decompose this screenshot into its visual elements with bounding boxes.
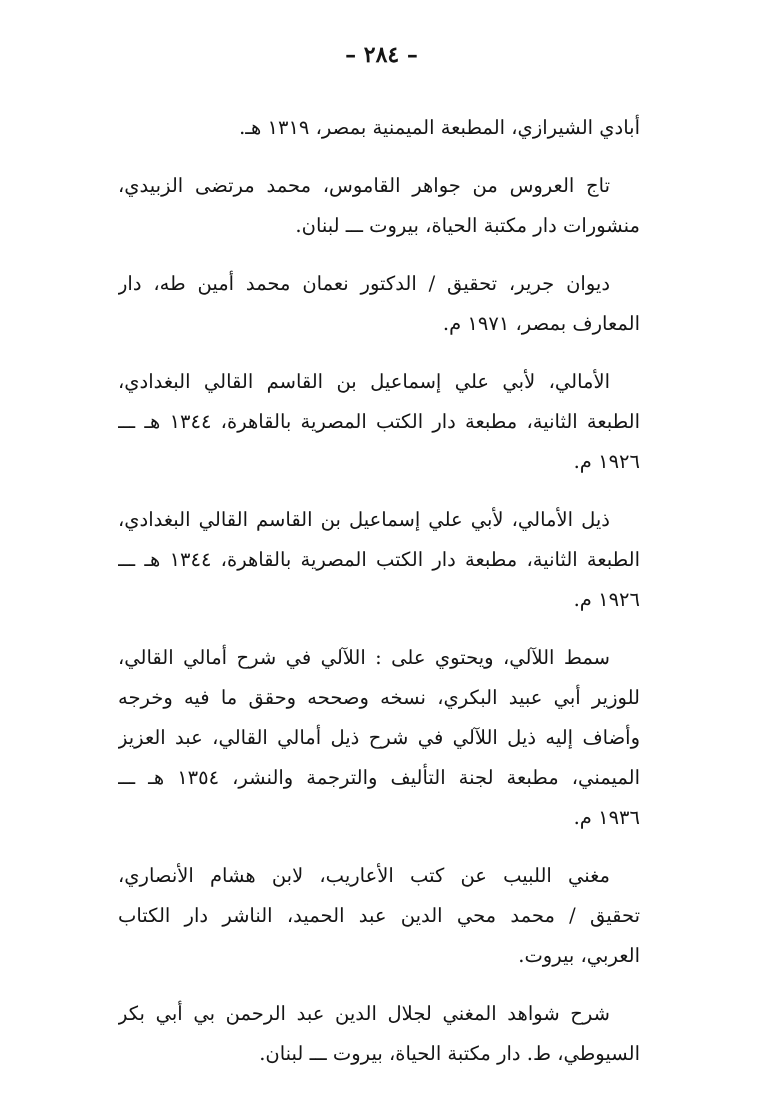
bibliography-entry xyxy=(118,856,640,976)
bibliography-entry xyxy=(118,500,640,620)
entry-line: الطبعة الثانية، مطبعة دار الكتب المصرية بالقاهرة، ١٣٤٤ هـ ـــ xyxy=(118,548,640,571)
entry-line: شرح شواهد المغني لجلال الدين عبد الرحمن بي أبي بكر xyxy=(118,1002,610,1025)
entry-line: المعارف بمصر، ١٩٧١ م. xyxy=(442,312,640,335)
entry-line: ١٩٢٦ م. xyxy=(573,450,640,473)
bibliography-entry xyxy=(118,166,640,246)
entry-line: منشورات دار مكتبة الحياة، بيروت ـــ لبنان. xyxy=(295,214,640,237)
bibliography-entry xyxy=(118,264,640,344)
bibliography-entry xyxy=(118,108,640,148)
entry-line: الأمالي، لأبي علي إسماعيل بن القاسم القالي البغدادي، xyxy=(118,370,610,393)
entry-line: السيوطي، ط. دار مكتبة الحياة، بيروت ـــ لبنان. xyxy=(259,1042,640,1065)
entry-line: ١٩٣٦ م. xyxy=(573,806,640,829)
entry-line: تاج العروس من جواهر القاموس، محمد مرتضى الزبيدي، xyxy=(118,174,610,197)
entry-line: وأضاف إليه ذيل اللآلي في شرح ذيل أمالي القالي، عبد العزيز xyxy=(118,726,640,749)
entry-line: العربي، بيروت. xyxy=(518,944,640,967)
page-number: – ٢٨٤ – xyxy=(345,42,418,68)
entry-line: سمط اللآلي، ويحتوي على : اللآلي في شرح أمالي القالي، xyxy=(118,646,610,669)
entry-line: تحقيق / محمد محي الدين عبد الحميد، الناشر دار الكتاب xyxy=(118,904,640,927)
entry-line: ذيل الأمالي، لأبي علي إسماعيل بن القاسم القالي البغدادي، xyxy=(118,508,610,531)
entry-line: الطبعة الثانية، مطبعة دار الكتب المصرية بالقاهرة، ١٣٤٤ هـ ـــ xyxy=(118,410,640,433)
bibliography-entry xyxy=(118,638,640,838)
entry-line: للوزير أبي عبيد البكري، نسخه وصححه وحقق ما فيه وخرجه xyxy=(118,686,640,709)
bibliography-entry xyxy=(118,362,640,482)
entry-line: أبادي الشيرازي، المطبعة الميمنية بمصر، ١٣١٩ هـ. xyxy=(239,116,640,139)
entry-line: الميمني، مطبعة لجنة التأليف والترجمة والنشر، ١٣٥٤ هـ ـــ xyxy=(118,766,640,789)
entry-line: مغني اللبيب عن كتب الأعاريب، لابن هشام الأنصاري، xyxy=(118,864,610,887)
bibliography-entry xyxy=(118,994,640,1074)
entry-line: ديوان جرير، تحقيق / الدكتور نعمان محمد أمين طه، دار xyxy=(118,272,610,295)
entry-line: ١٩٢٦ م. xyxy=(573,588,640,611)
bibliography-list xyxy=(118,108,640,1092)
